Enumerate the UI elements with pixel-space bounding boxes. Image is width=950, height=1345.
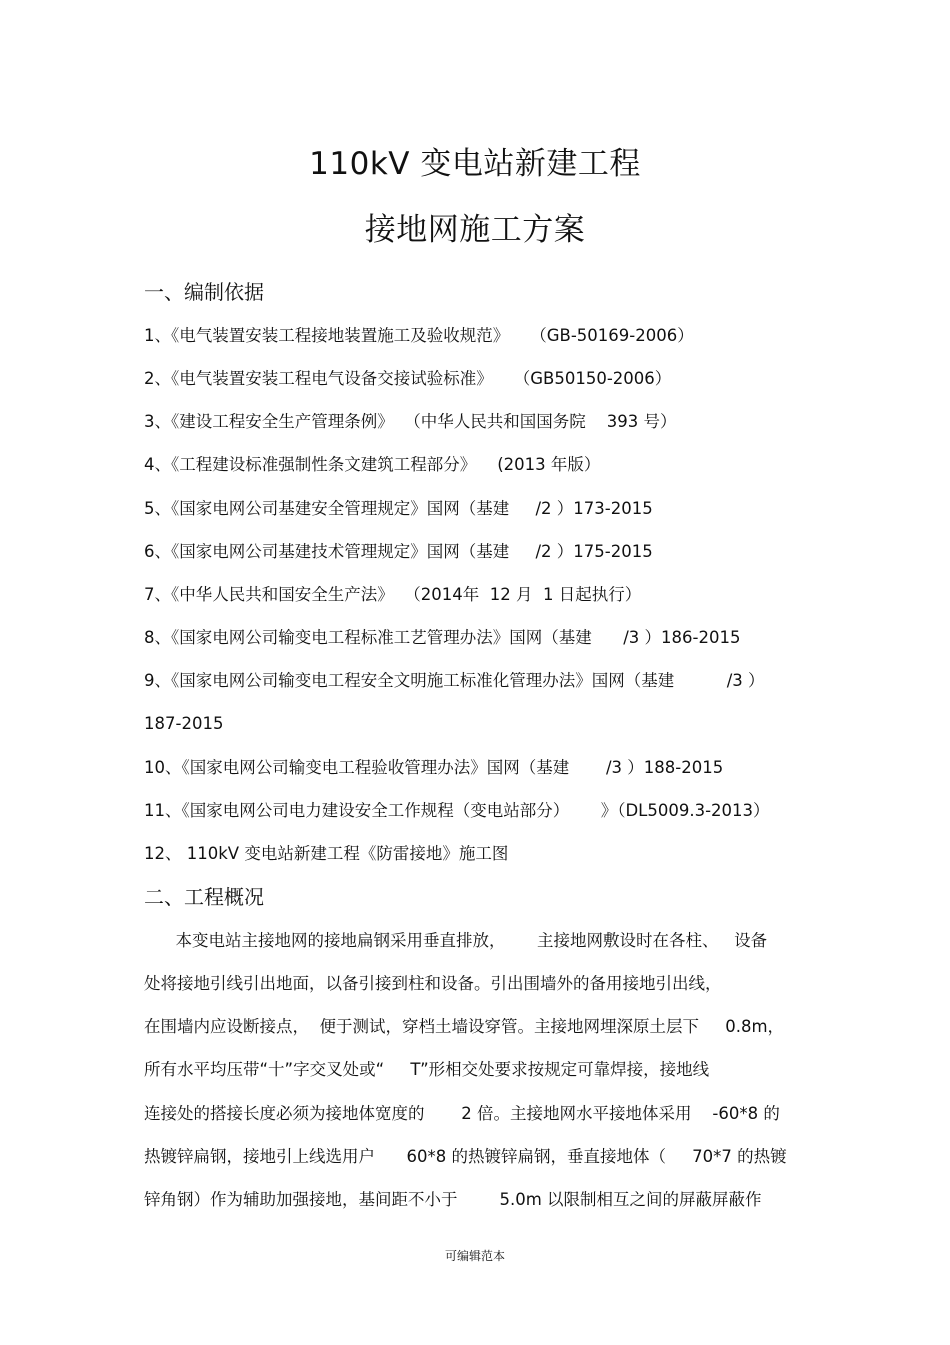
overview-paragraph-line: 在围墙内应设断接点， 便于测试，穿档土墙设穿管。主接地网埋深原土层下 0.8m，: [144, 1017, 785, 1036]
reference-item-continued: 187-2015: [144, 714, 224, 733]
reference-item: 8、《国家电网公司输变电工程标准工艺管理办法》国网（基建 /3 ）186-2015: [144, 628, 741, 647]
reference-item: 12、 110kV 变电站新建工程《防雷接地》施工图: [144, 844, 509, 863]
reference-item: 2、《电气装置安装工程电气设备交接试验标准》 （GB50150-2006）: [144, 369, 672, 388]
reference-item: 3、《建设工程安全生产管理条例》 （中华人民共和国国务院 393 号）: [144, 412, 677, 431]
overview-paragraph-line: 热镀锌扁钢，接地引上线选用户 60*8 的热镀锌扁钢，垂直接地体（ 70*7 的热镀: [144, 1147, 787, 1166]
reference-item: 5、《国家电网公司基建安全管理规定》国网（基建 /2 ）173-2015: [144, 499, 653, 518]
section-heading-basis: 一、编制依据: [144, 280, 264, 304]
reference-item: 4、《工程建设标准强制性条文建筑工程部分》 (2013 年版）: [144, 455, 601, 474]
reference-item: 1、《电气装置安装工程接地装置施工及验收规范》 （GB-50169-2006）: [144, 326, 694, 345]
reference-item: 6、《国家电网公司基建技术管理规定》国网（基建 /2 ）175-2015: [144, 542, 653, 561]
overview-paragraph-line: 处将接地引线引出地面，以备引接到柱和设备。引出围墙外的备用接地引出线，: [144, 974, 722, 993]
document-subtitle: 接地网施工方案: [364, 212, 586, 248]
reference-item: 9、《国家电网公司输变电工程安全文明施工标准化管理办法》国网（基建 /3 ）: [144, 671, 765, 690]
overview-paragraph-line: 锌角钢）作为辅助加强接地，基间距不小于 5.0m 以限制相互之间的屏蔽屏蔽作: [144, 1190, 762, 1209]
section-heading-overview: 二、工程概况: [144, 885, 264, 909]
document-title: 110kV 变电站新建工程: [309, 146, 641, 182]
reference-item: 7、《中华人民共和国安全生产法》 （2014年 12 月 1 日起执行）: [144, 585, 642, 604]
reference-item: 10、《国家电网公司输变电工程验收管理办法》国网（基建 /3 ）188-2015: [144, 758, 724, 777]
overview-paragraph-line: 本变电站主接地网的接地扁钢采用垂直排放， 主接地网敷设时在各柱、 设备: [144, 931, 768, 950]
overview-paragraph-line: 连接处的搭接长度必须为接地体宽度的 2 倍。主接地网水平接地体采用 -60*8 的: [144, 1104, 780, 1123]
reference-item: 11、《国家电网公司电力建设安全工作规程（变电站部分） 》（DL5009.3-2013）: [144, 801, 770, 820]
overview-paragraph-line: 所有水平均压带“十”字交叉处或“ T”形相交处要求按规定可靠焊接，接地线: [144, 1060, 710, 1079]
page-footer: 可编辑范本: [444, 1249, 505, 1263]
